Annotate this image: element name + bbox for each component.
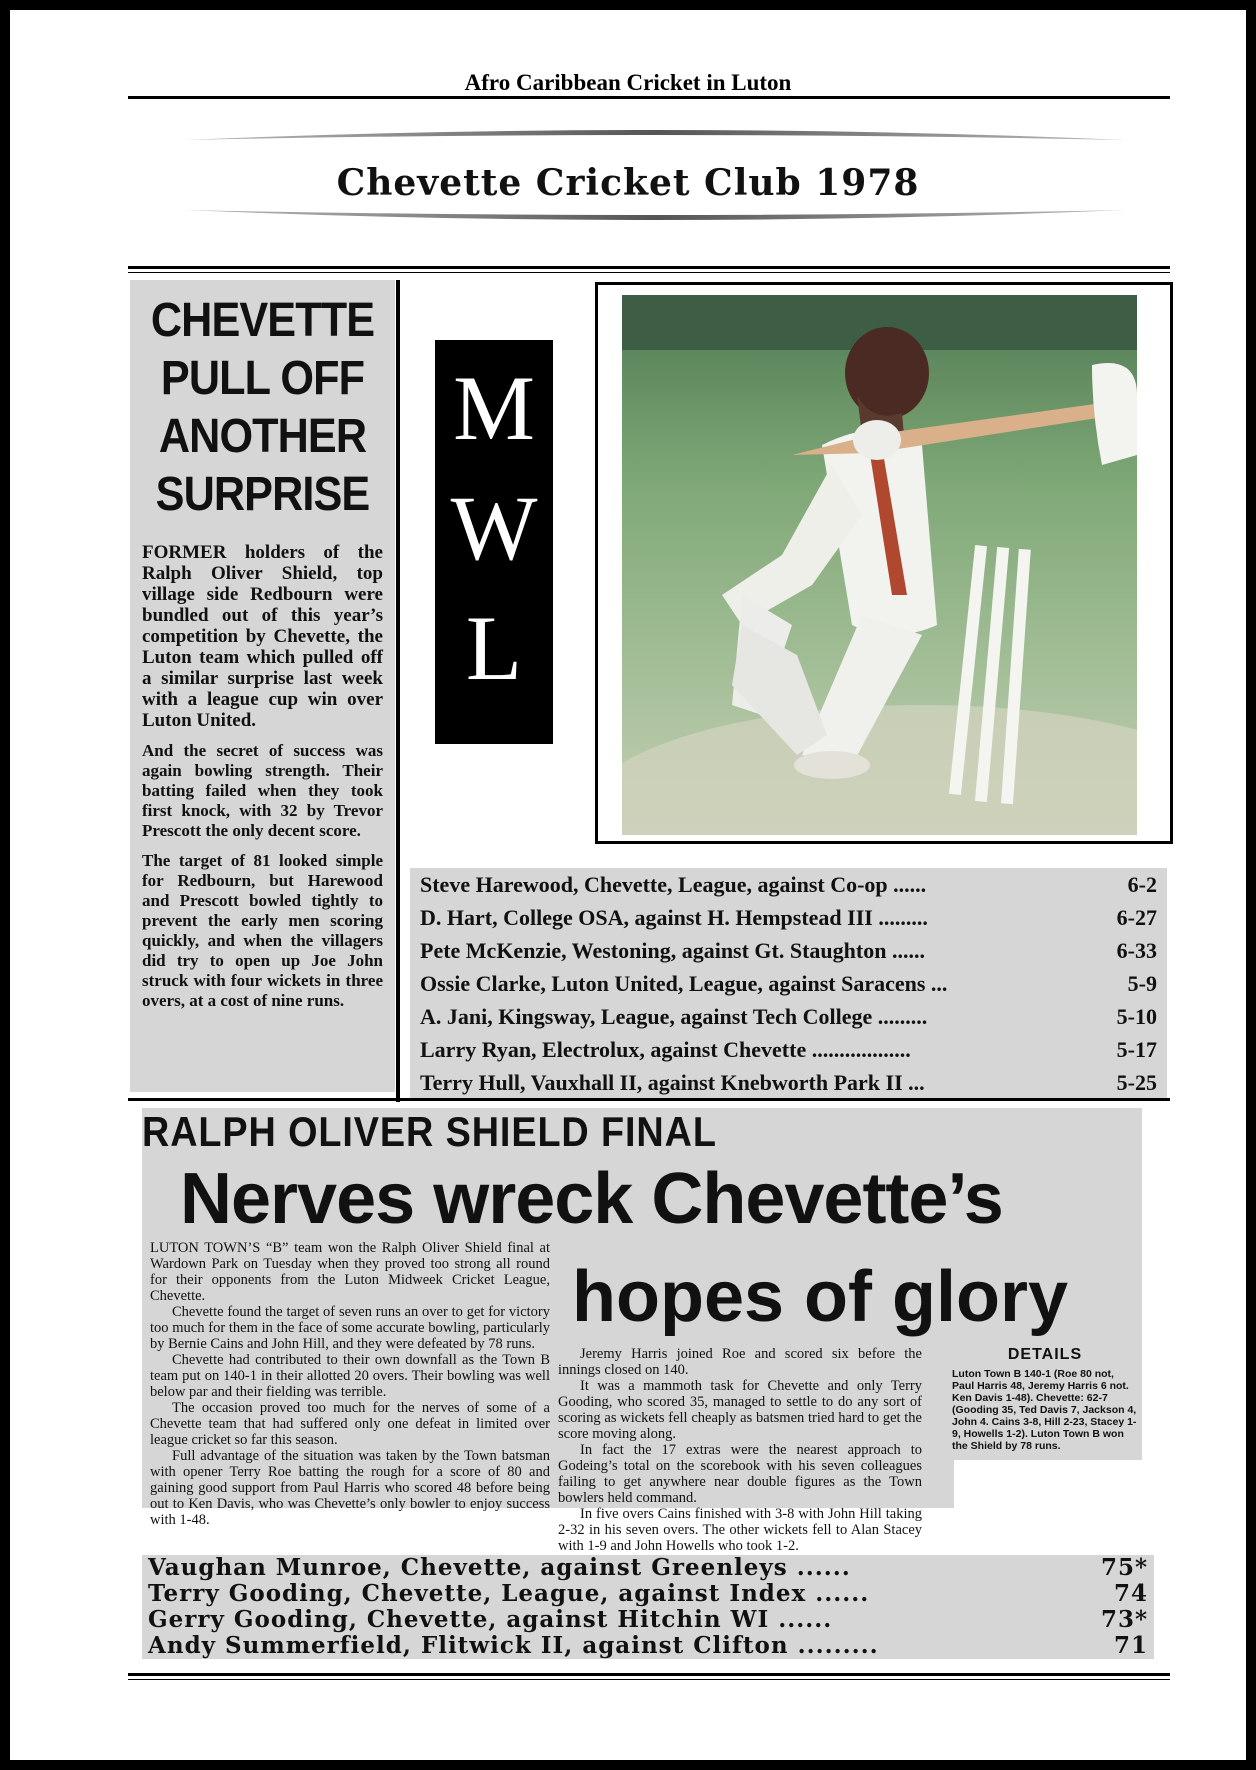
banner-swoosh-bottom [185,210,1125,224]
clipping-paragraph: The target of 81 looked simple for Redbourn, but Harewood and Prescott bowled tightly to prevent the early men scoring quickly, and when the villagers did try to open up Joe John struck with four wickets in three overs, at a cost of nine runs. [142,851,383,1010]
section-rule-bottom [128,1673,1170,1676]
section-rule-top-thin [128,272,1170,273]
banner-title: Chevette Cricket Club 1978 [336,162,920,204]
clipping-chevette-surprise [130,280,395,1092]
clipping-headline-line2: hopes of glory [572,1257,1069,1337]
list-item: Andy Summerfield, Flitwick II, against Clifton ......... 71 [148,1633,1148,1659]
clipping-headline-line1: Nerves wreck Chevette’s [180,1159,1003,1239]
list-item: D. Hart, College OSA, against H. Hempstead III ......... 6-27 [420,905,1157,930]
column-divider [396,280,400,1102]
header-rule [128,96,1170,99]
clipping-shield-final [142,1108,1142,1554]
list-item: Vaughan Munroe, Chevette, against Greenleys ...... 75* [148,1555,1148,1581]
clipping-paragraph: And the secret of success was again bowling strength. Their batting failed when they took first knock, with 32 by Trevor Prescott the only decent score. [142,741,383,840]
details-body: Luton Town B 140-1 (Roe 80 not, Paul Harris 48, Jeremy Harris 6 not. Ken Davis 1-48). Chevette: 62-7 (Gooding 35, Ted Davis 7, Jackson 4, John 4. Cains 3-8, Hill 2-23, Stacey 1-9, Howells 1-2). Luton Town B won the Shield by 78 runs. [952,1368,1137,1452]
initials-block [435,340,553,744]
list-item: Larry Ryan, Electrolux, against Chevette .................. 5-17 [420,1037,1157,1062]
list-item: Terry Gooding, Chevette, League, against Index ...... 74 [148,1581,1148,1607]
list-item: Gerry Gooding, Chevette, against Hitchin WI ...... 73* [148,1607,1148,1633]
initial-letter: L [465,597,523,699]
initial-letter: W [450,477,538,579]
list-item: Ossie Clarke, Luton United, League, against Saracens ... 5-9 [420,971,1157,996]
page-header-title: Afro Caribbean Cricket in Luton [464,70,792,95]
clipping-column-1: LUTON TOWN’S “B” team won the Ralph Oliver Shield final at Wardown Park on Tuesday when they proved too strong all round for their opponents from the Luton Midweek Cricket League, Chevette. Chevette found the target of seven runs an over to get for victory too much for them in the face of some accurate bowling, particularly by Bernie Cains and John Hill, and they were defeated by 78 runs. Chevette had contributed to their own downfall as the Town B team put on 140-1 in their allotted 20 overs. Their bowling was well below par and their fielding was terrible. The occasion proved too much for the nerves of some of a Chevette team that had suffered only one defeat in limited over league cricket so far this season. Full advantage of the situation was taken by the Town batsman with opener Terry Roe batting the rough for a score of 80 and gaining good support from Paul Harris who scored 48 before being out to Ken Davis, who was Chevette’s only bowler to enjoy success with 1-48. [150,1240,550,1528]
list-item: Terry Hull, Vauxhall II, against Knebworth Park II ... 5-25 [420,1070,1157,1095]
list-item: Steve Harewood, Chevette, League, against Co-op ...... 6-2 [420,872,1157,897]
list-item: Pete McKenzie, Westoning, against Gt. Staughton ...... 6-33 [420,938,1157,963]
banner-swoosh-top [185,126,1125,140]
batting-scores-list [142,1555,1154,1659]
cricket-batsman-photo [622,295,1137,835]
section-rule-top [128,266,1170,269]
clipping-column-2: Jeremy Harris joined Roe and scored six before the innings closed on 140. It was a mammoth task for Chevette and only Terry Gooding, who scored 35, managed to settle to do any sort of scoring as wickets fell cheaply as batsmen tried hard to get the score moving along. In fact the 17 extras were the nearest approach to Godeing’s total on the scorebook with his seven colleagues failing to get anywhere near double figures as the Town bowlers held command. In five overs Cains finished with 3-8 with John Hill taking 2-32 in his seven overs. The other wickets fell to Alan Stacey with 1-9 and John Howells who took 1-2. [558,1346,922,1554]
list-item: A. Jani, Kingsway, League, against Tech College ......... 5-10 [420,1004,1157,1029]
clipping-kicker: RALPH OLIVER SHIELD FINAL [142,1108,717,1155]
section-rule-bottom-thin [128,1679,1170,1680]
photo-frame [595,282,1173,844]
details-box [952,1346,1138,1452]
clipping-cutout [954,1460,1144,1510]
bowling-figures-list [410,868,1167,1098]
clipping-paragraph: FORMER holders of the Ralph Oliver Shield, top village side Redbourn were bundled out of this year’s competition by Chevette, the Luton team which pulled off a similar surprise last week with a league cup win over Luton United. [142,542,383,731]
page [10,10,1246,1760]
section-rule-middle [128,1098,1170,1101]
initial-letter: M [453,357,535,459]
clipping-headline: CHEVETTE PULL OFF ANOTHER SURPRISE [150,294,375,521]
details-title: DETAILS [1007,1346,1083,1363]
